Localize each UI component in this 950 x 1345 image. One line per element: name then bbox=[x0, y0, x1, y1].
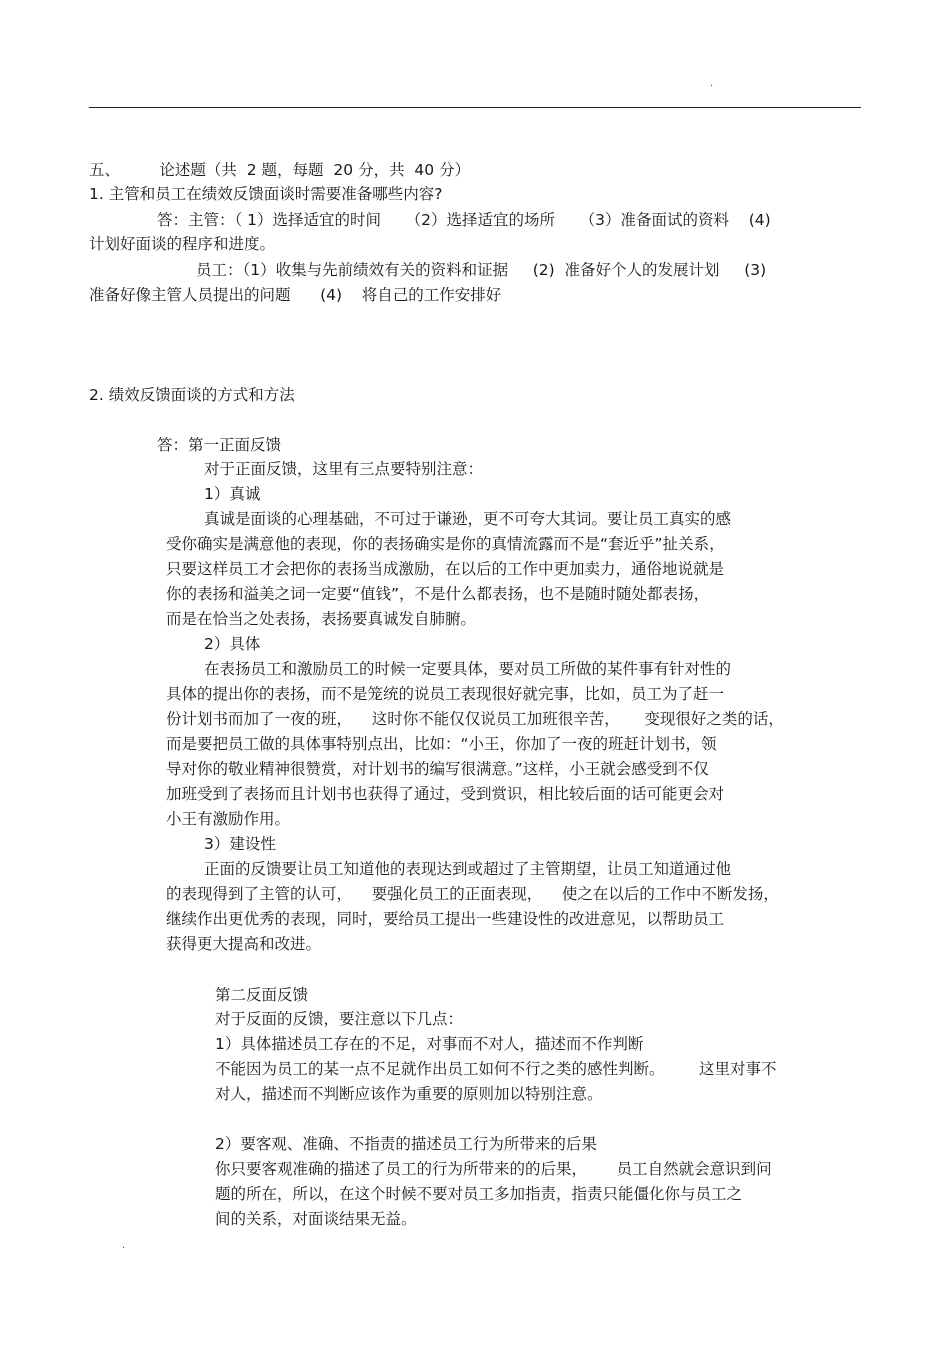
negative-point1-title: 1）具体描述员工存在的不足，对事而不对人，描述而不作判断 bbox=[215, 1035, 644, 1053]
positive-point3-line: 的表现得到了主管的认可， 要强化员工的正面表现， 使之在以后的工作中不断发扬， bbox=[166, 885, 779, 903]
q2-question: 2. 绩效反馈面谈的方式和方法 bbox=[89, 386, 295, 404]
positive-point3-title: 3）建设性 bbox=[204, 835, 276, 853]
negative-point1-line: 对人，描述而不判断应该作为重要的原则加以特别注意。 bbox=[215, 1085, 603, 1103]
positive-point2-line: 而是要把员工做的具体事特别点出，比如：“小王，你加了一夜的班赶计划书，领 bbox=[166, 735, 717, 753]
q1-employee-line2: 准备好像主管人员提出的问题 (4) 将自己的工作安排好 bbox=[89, 286, 502, 304]
positive-point1-line: 真诚是面谈的心理基础，不可过于谦逊，更不可夸大其词。要让员工真实的感 bbox=[204, 510, 732, 528]
q1-manager-line2: 计划好面谈的程序和进度。 bbox=[89, 235, 276, 253]
positive-point3-line: 正面的反馈要让员工知道他的表现达到或超过了主管期望，让员工知道通过他 bbox=[204, 860, 732, 878]
section-title: 五、 论述题（共 2 题，每题 20 分，共 40 分） bbox=[89, 161, 471, 179]
negative-heading: 第二反面反馈 bbox=[215, 986, 309, 1004]
positive-point1-line: 你的表扬和溢美之词一定要“值钱”，不是什么都表扬，也不是随时随处都表扬， bbox=[166, 585, 710, 603]
positive-point1-line: 受你确实是满意他的表现，你的表扬确实是你的真情流露而不是“套近乎”扯关系， bbox=[166, 535, 725, 553]
header-dot: . bbox=[710, 78, 714, 89]
positive-point2-line: 导对你的敬业精神很赞赏，对计划书的编写很满意。”这样，小王就会感受到不仅 bbox=[166, 760, 709, 778]
positive-intro: 对于正面反馈，这里有三点要特别注意： bbox=[204, 460, 484, 478]
q1-question: 1. 主管和员工在绩效反馈面谈时需要准备哪些内容? bbox=[89, 185, 443, 203]
header-rule bbox=[89, 107, 861, 108]
q1-employee-line1: 员工：（1）收集与先前绩效有关的资料和证据 (2) 准备好个人的发展计划 (3) bbox=[196, 261, 767, 279]
negative-point2-line: 题的所在，所以，在这个时候不要对员工多加指责，指责只能僵化你与员工之 bbox=[215, 1185, 743, 1203]
negative-point2-line: 间的关系，对面谈结果无益。 bbox=[215, 1210, 417, 1228]
positive-point2-title: 2）具体 bbox=[204, 635, 261, 653]
positive-point2-line: 小王有激励作用。 bbox=[166, 810, 291, 828]
negative-point2-title: 2）要客观、准确、不指责的描述员工行为所带来的后果 bbox=[215, 1135, 597, 1153]
positive-point3-line: 继续作出更优秀的表现，同时，要给员工提出一些建设性的改进意见，以帮助员工 bbox=[166, 910, 725, 928]
q2-answer-heading: 答：第一正面反馈 bbox=[157, 436, 282, 454]
negative-point1-line: 不能因为员工的某一点不足就作出员工如何不行之类的感性判断。 这里对事不 bbox=[215, 1060, 777, 1078]
positive-point2-line: 在表扬员工和激励员工的时候一定要具体，要对员工所做的某件事有针对性的 bbox=[204, 660, 732, 678]
positive-point1-line: 而是在恰当之处表扬，表扬要真诚发自肺腑。 bbox=[166, 610, 477, 628]
positive-point2-line: 具体的提出你的表扬，而不是笼统的说员工表现很好就完事，比如，员工为了赶一 bbox=[166, 685, 725, 703]
q1-manager-line1: 答：主管：（ 1）选择适宜的时间 （2）选择适宜的场所 （3）准备面试的资料 (4) bbox=[157, 211, 771, 229]
positive-point1-title: 1）真诚 bbox=[204, 485, 261, 503]
footer-dot: . bbox=[122, 1240, 126, 1251]
positive-point2-line: 加班受到了表扬而且计划书也获得了通过，受到赏识，相比较后面的话可能更会对 bbox=[166, 785, 725, 803]
negative-intro: 对于反面的反馈，要注意以下几点： bbox=[215, 1010, 464, 1028]
negative-point2-line: 你只要客观准确的描述了员工的行为所带来的的后果， 员工自然就会意识到问 bbox=[215, 1160, 772, 1178]
positive-point2-line: 份计划书而加了一夜的班， 这时你不能仅仅说员工加班很辛苦， 变现很好之类的话， bbox=[166, 710, 784, 728]
positive-point3-line: 获得更大提高和改进。 bbox=[166, 935, 322, 953]
positive-point1-line: 只要这样员工才会把你的表扬当成激励，在以后的工作中更加卖力，通俗地说就是 bbox=[166, 560, 725, 578]
